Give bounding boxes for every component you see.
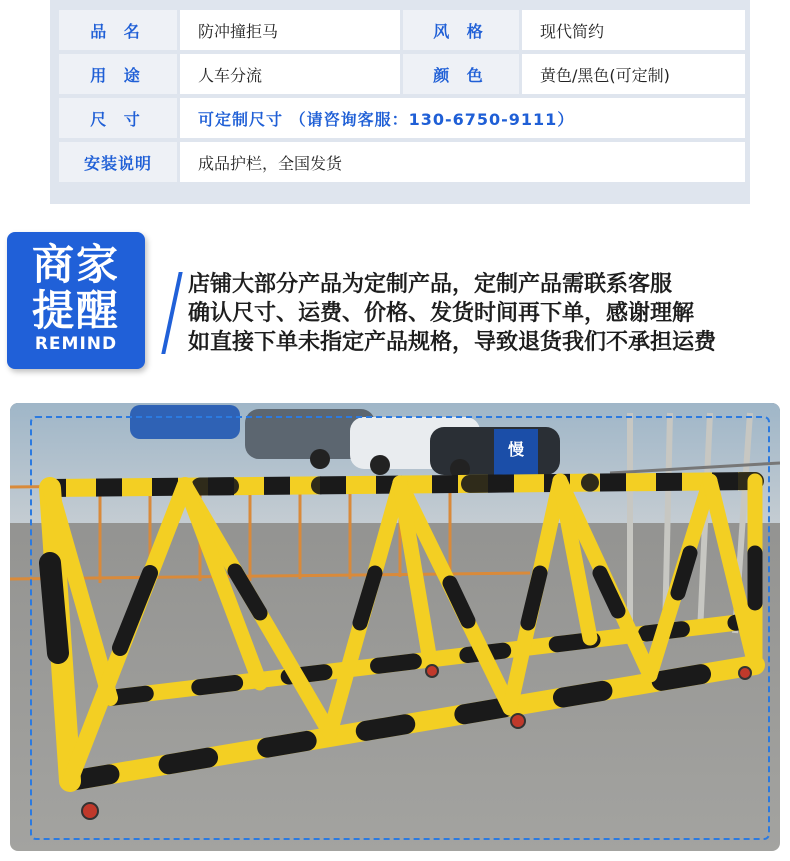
- remind-message: [188, 270, 788, 357]
- spec-value-usage: 人车分流: [180, 54, 400, 94]
- spec-value-color: 黄色/黑色(可定制): [522, 54, 745, 94]
- spec-value-install: 成品护栏，全国发货: [180, 142, 745, 182]
- spec-label-style: 风 格: [403, 10, 519, 50]
- spec-table: [59, 10, 746, 182]
- speed-sign-text: 慢: [507, 440, 525, 459]
- remind-line-2: 确认尺寸、运费、价格、发货时间再下单，感谢理解: [188, 301, 695, 326]
- spec-table-panel: [50, 0, 750, 204]
- product-illustration: [10, 403, 780, 851]
- remind-title-line1: 商家: [31, 240, 120, 289]
- remind-title-line2: 提醒: [31, 286, 120, 335]
- spec-value-name: 防冲撞拒马: [180, 10, 400, 50]
- remind-divider: [161, 272, 182, 354]
- spec-value-style: 现代简约: [522, 10, 745, 50]
- spec-label-size: 尺 寸: [59, 98, 177, 138]
- remind-line-3: 如直接下单未指定产品规格，导致退货我们不承担运费: [188, 330, 717, 355]
- remind-badge: [7, 232, 145, 369]
- remind-line-1: 店铺大部分产品为定制产品，定制产品需联系客服: [188, 272, 673, 297]
- product-photo: [10, 403, 780, 851]
- spec-label-color: 颜 色: [403, 54, 519, 94]
- spec-label-usage: 用 途: [59, 54, 177, 94]
- remind-title-en: REMIND: [34, 334, 118, 354]
- spec-label-name: 品 名: [59, 10, 177, 50]
- spec-label-install: 安装说明: [59, 142, 177, 182]
- spec-value-size: 可定制尺寸 （请咨询客服：130-6750-9111）: [180, 98, 745, 138]
